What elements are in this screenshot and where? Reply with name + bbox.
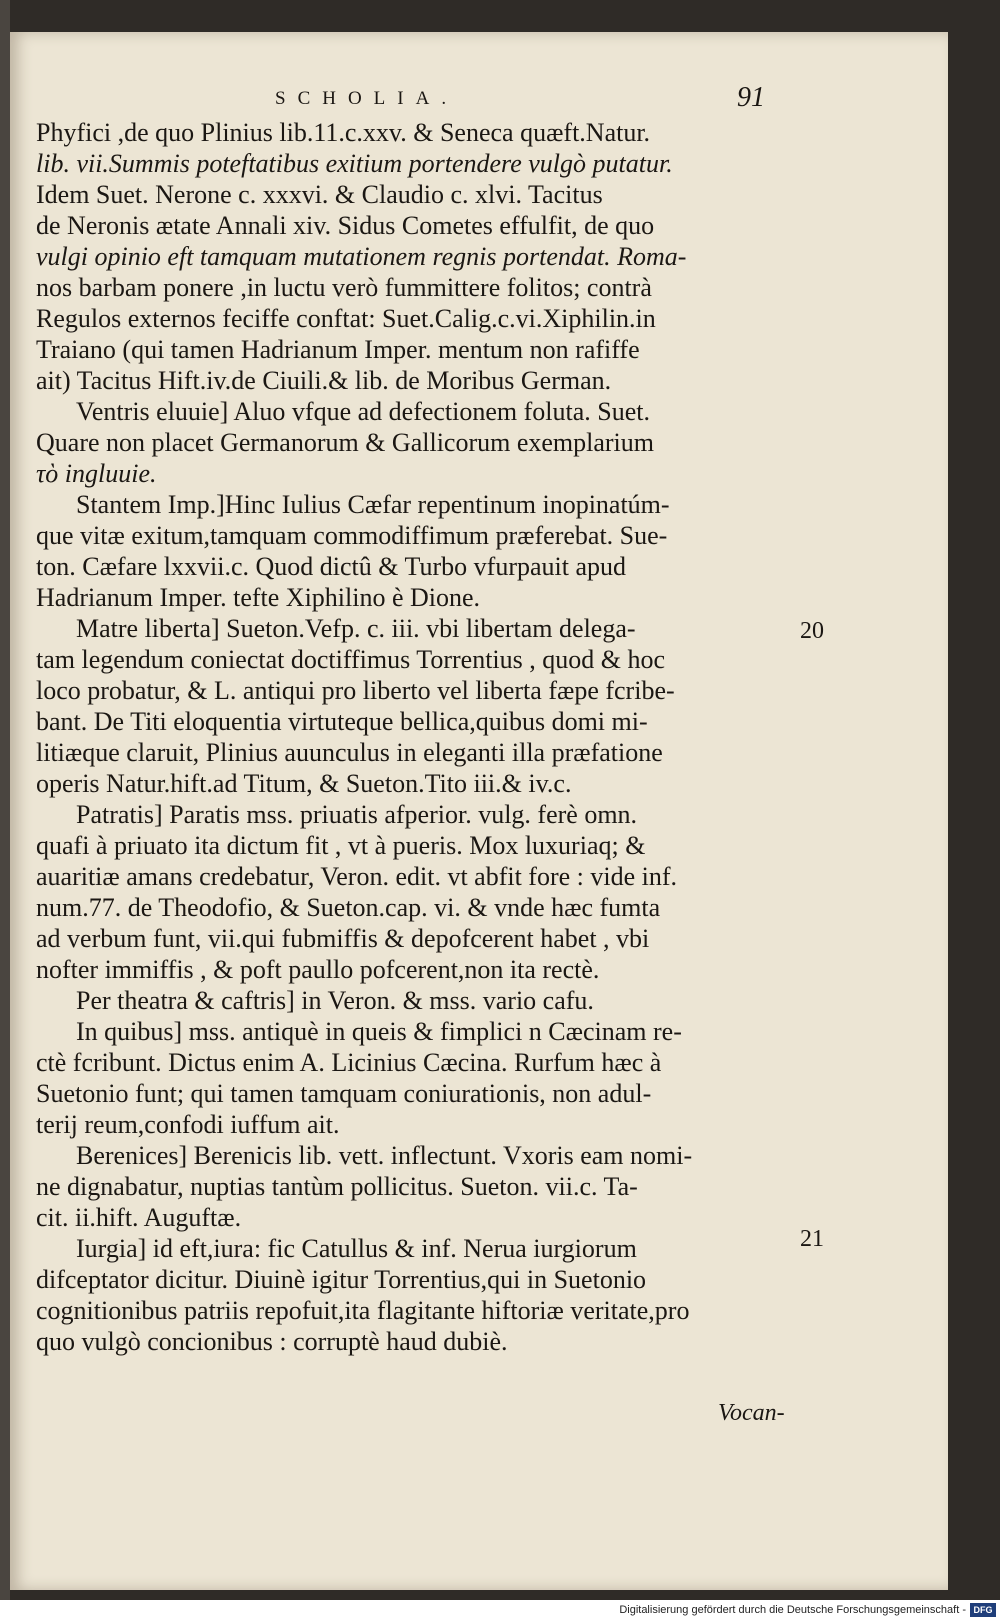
text-line: In quibus] mss. antiquè in queis & fimplici n Cæcinam re- [76,1017,682,1046]
text-line: ctè fcribunt. Dictus enim A. Licinius Cæcina. Rurfum hæc à [36,1048,662,1077]
book-spine-edge [0,0,10,1600]
funding-credit: Digitalisierung gefördert durch die Deutsche Forschungsgemeinschaft - [619,1604,966,1616]
text-line: Quare non placet Germanorum & Gallicorum exemplarium [36,428,655,457]
text-line: tam legendum coniectat doctiffimus Torrentius , quod & hoc [36,645,666,674]
text-line: τὸ ingluuie. [36,459,157,488]
text-line: cit. ii.hift. Auguftæ. [36,1203,242,1232]
text-line: ad verbum funt, vii.qui fubmiffis & depofcerent habet , vbi [36,924,650,953]
text-line: Phyfici ,de quo Plinius lib.11.c.xxv. & Seneca quæft.Natur. [36,118,651,147]
text-line: ton. Cæfare lxxvii.c. Quod dictû & Turbo vfurpauit apud [36,552,627,581]
text-line: Patratis] Paratis mss. priuatis afperior. vulg. ferè omn. [76,800,638,829]
text-line: num.77. de Theodofio, & Sueton.cap. vi. & vnde hæc fumta [36,893,661,922]
dfg-logo-icon: DFG [970,1603,996,1617]
text-line: operis Natur.hift.ad Titum, & Sueton.Tito iii.& iv.c. [36,769,572,798]
text-line: terij reum,confodi iuffum ait. [36,1110,340,1139]
text-line: bant. De Titi eloquentia virtuteque bellica,quibus domi mi- [36,707,648,736]
text-line: Traiano (qui tamen Hadrianum Imper. mentum non rafiffe [36,335,640,364]
text-line: Stantem Imp.]Hinc Iulius Cæfar repentinum inopinatúm- [76,490,670,519]
text-line: Idem Suet. Nerone c. xxxvi. & Claudio c. xlvi. Tacitus [36,180,603,209]
text-line: quo vulgò concionibus : corruptè haud dubiè. [36,1327,508,1356]
text-line: ne dignabatur, nuptias tantùm pollicitus. Sueton. vii.c. Ta- [36,1172,638,1201]
catchword: Vocan- [718,1400,785,1426]
text-line: cognitionibus patriis repofuit,ita flagitante hiftoriæ veritate,pro [36,1296,690,1325]
text-line: Ventris eluuie] Aluo vfque ad defectionem foluta. Suet. [76,397,651,426]
text-line: auaritiæ amans credebatur, Veron. edit. vt abfit fore : vide inf. [36,862,678,891]
text-line: loco probatur, & L. antiqui pro liberto vel liberta fæpe fcribe- [36,676,675,705]
text-line: quafi à priuato ita dictum fit , vt à pueris. Mox luxuriaq; & [36,831,646,860]
text-line: nos barbam ponere ,in luctu verò fummittere folitos; contrà [36,273,652,302]
page-number: 91 [737,82,765,113]
text-line: nofter immiffis , & poft paullo pofcerent,non ita rectè. [36,955,600,984]
text-line: lib. vii.Summis poteftatibus exitium portendere vulgò putatur. [36,149,673,178]
text-line: Matre liberta] Sueton.Vefp. c. iii. vbi libertam delega- [76,614,636,643]
running-head-title: SCHOLIA. [275,88,459,109]
margin-number: 21 [800,1226,824,1252]
running-head [275,82,765,113]
text-line: ait) Tacitus Hift.iv.de Ciuili.& lib. de Moribus German. [36,366,612,395]
text-line: vulgi opinio eft tamquam mutationem regnis portendat. Roma- [36,242,687,271]
text-line: Suetonio funt; qui tamen tamquam coniurationis, non adul- [36,1079,652,1108]
text-line: Iurgia] id eft,iura: fic Catullus & inf. Nerua iurgiorum [76,1234,637,1263]
text-line: Regulos externos feciffe conftat: Suet.Calig.c.vi.Xiphilin.in [36,304,656,333]
text-line: litiæque claruit, Plinius auunculus in eleganti illa præfatione [36,738,663,767]
text-line: Berenices] Berenicis lib. vett. inflectunt. Vxoris eam nomi- [76,1141,693,1170]
text-line: difceptator dicitur. Diuinè igitur Torrentius,qui in Suetonio [36,1265,647,1294]
text-line: de Neronis ætate Annali xiv. Sidus Cometes effulfit, de quo [36,211,655,240]
text-line: que vitæ exitum,tamquam commodiffimum præferebat. Sue- [36,521,668,550]
text-line: Hadrianum Imper. tefte Xiphilino è Dione. [36,583,481,612]
footer-bar [0,1600,1000,1623]
margin-number: 20 [800,618,824,644]
text-line: Per theatra & caftris] in Veron. & mss. vario cafu. [76,986,594,1015]
